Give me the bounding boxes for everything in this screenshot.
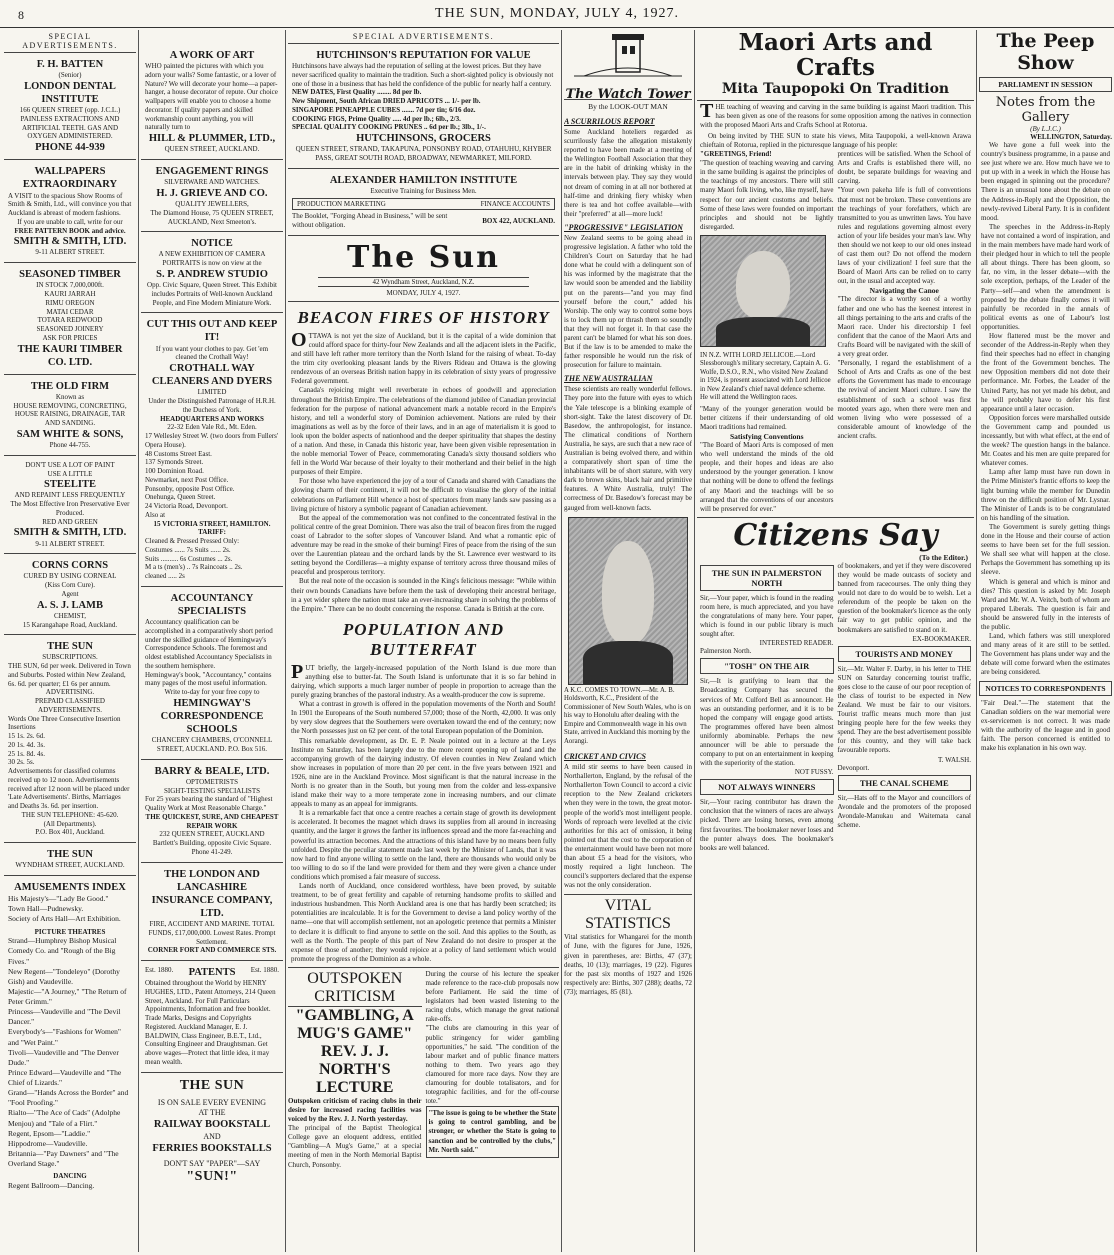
ad-text: LIMITED: [197, 388, 227, 397]
paragraph: A mild stir seems to have been caused in Northallerton, England, by the refusal of the Northallerton Town Council to accord a civic reception to the New Zealand cricketers when they were in the town, the great motor-people of the world's most intelligent people. Words of reproach were levelled at the civic authorities for this act of omission, it being pointed out that the cost to the corporation of the entertainment would have been not more than about £5 a head for the visitors, who mostly required a light luncheon. The council's supporters declared that the expense was not the only consideration.: [564, 763, 692, 890]
sun-logo: The Sun: [347, 239, 500, 275]
ad-footer: [292, 212, 555, 230]
letters-left: [700, 562, 834, 853]
item-heading: CRICKET AND CIVICS: [564, 752, 646, 762]
maori-article-columns: [697, 150, 974, 514]
paragraph: Lands north of Auckland, once considered worthless, have been proved, by suitable treatment, to be of great fertility and capable of returning handsome profits to skilled and industrious husbandmen. This North Auckland area is one that has hardly been scratched; its potentialities are incalculable. It is for the Government to devise a land policy worthy of the name—one that will accomplish settlement, not an apologetic pretence that permits a Minister to declare it is difficult to find anyone to settle on the soil. And this applies to the South, as well as the North. The people of this part of New Zealand do not desire to prosper at the expense of those of another; they would rejoice at a policy of land settlement which would promote the progress of the Dominion as a whole.: [291, 882, 556, 963]
column-rule: [138, 30, 139, 1252]
column-rule: [561, 30, 562, 1252]
item-heading: THE NEW AUSTRALIAN: [564, 374, 653, 384]
paragraph: We have gone a full week into the country's business programme, in a pause and see just where we are. How much have we to put up with in a week in which the House has been engaged in spinning out the procedure? There is an unusual tone about the debate on the Address-in-Reply and the Opposition, the newly-revived Liberal Party. It is in confident mood.: [981, 141, 1110, 222]
ad-address: CORNER FORT AND COMMERCE STS.: [147, 946, 277, 955]
ad-address: CHANCERY CHAMBERS, O'CONNELL STREET, AUCKLAND. P.O. Box 516.: [151, 736, 273, 753]
patents-header: [145, 966, 279, 979]
sun-nameplate: [288, 236, 559, 302]
ad-text: The Most Effective Iron Preservative Ever Produced.: [10, 500, 130, 517]
paragraph: On being invited by THE SUN to state his views, Mita Taupopoki, a well-known Arawa chieftain of Rotorua, replied in the picturesque language of his people:: [700, 131, 971, 149]
ad-corns: [4, 554, 136, 635]
ad-text: Advertisements for classified columns received up to 12 noon. Advertisements received after 12 noon will be placed under 'Late Advertisements'. Births, Marriages and Deaths 3s. 6d. per insertion.: [8, 767, 130, 811]
column-rule: [694, 30, 695, 1252]
letter-heading: THE SUN IN PALMERSTON NORTH: [700, 565, 834, 591]
paragraph: The principal of the Baptist Theological College gave an eloquent address, entitled "Gambling—A Mug's Game," at a special meeting of men in the North Memorial Baptist Church, Ponsonby.: [288, 1124, 422, 1169]
letter-signature: T. WALSH.: [938, 755, 971, 764]
paragraph: But the real note of the occasion is sounded in the King's felicitous message: "While within their own bounds Canadians have before them the task of developing their ancestral heritage, in a yet wider sphere the nation must take an ever-increasing share in solving the problems of the Empire." There can be no doubt concerning the response. Canada is British at the core.: [291, 577, 556, 613]
item-heading: Satisfying Conventions: [729, 432, 804, 442]
ad-notice-studio: [141, 232, 283, 313]
ad-text: (Kiss Corn Cure).: [45, 581, 95, 590]
ad-text: SIGHT-TESTING SPECIALISTS: [164, 786, 260, 795]
ad-text: If you want your clothes to pay. Get 'em cleaned the Crothall Way!: [155, 344, 269, 362]
ad-title: THE SUN: [47, 849, 93, 861]
paragraph: "Many of the younger generation would be better citizens if their understanding of old Maori traditions had remained.: [700, 404, 834, 431]
letter-signature: NOT FUSSY.: [794, 768, 834, 777]
paragraph: Opposition forces were marshalled outside the Government camp and pounded us incessantly, but with what effect, at the end of the week? The question hangs in the balance. Mr. Coates and his men are quite prepared for whatever comes.: [981, 413, 1110, 468]
watch-tower-title: The Watch Tower: [565, 87, 691, 102]
feature-headline: The Peep Show: [996, 30, 1095, 74]
portrait-suit: [583, 641, 673, 684]
ad-address: 166 QUEEN STREET (opp. J.C.L.): [19, 106, 121, 115]
editorial-beacon-body: [288, 328, 559, 614]
paragraph: This remarkable development, as Dr. E. P. Neale pointed out in a lecture at the Leys Institute on Saturday, has been largely due to the more recent opening up of land and the accompanying growth of the dairying industry. Of eleven counties in New Zealand which show increases in population of more than 20 per cent. in the five years between 1921 and 1926, nine are in the Auckland Province. Most significant is that the natural increase in the North is no greater than in the South, but young men from the colder and less-expansive island make their way to a more temperate zone in increasing numbers, and our climate appeals to many as an appeal for immigrants.: [291, 736, 556, 809]
ad-text: THE SUN, 6d per week. Delivered in Town and Suburbs. Posted within New Zealand, 6s. 6d. per quarter; £1 6s per annum.: [8, 662, 131, 688]
ad-title: F. H. BATTEN: [36, 59, 104, 70]
ad-text: QUALITY JEWELLERS,: [175, 200, 249, 208]
ad-firm: H. J. GRIEVE AND CO.: [156, 187, 268, 199]
letter-text: Sir,—Your racing contributor has drawn the conclusion that the winners of races are always picked. There are losing horses, even among first favourites. The bookmaker never loses and the punter always does. The bookmaker's books are well balanced.: [700, 798, 834, 852]
paragraph: For those who have experienced the joy of a tour of Canada and shared with Canadians the glowing charm of their continent, it will not be difficult to visualise the glory of the initial celebrations on Parliament Hill whence a host of spectators from many lands saw passing as a living picture of history a symbolic pageant of Canadian achievement.: [291, 477, 556, 513]
article-outspoken-left: [288, 970, 422, 1170]
ad-firm: HILL & PLUMMER, LTD.,: [148, 133, 276, 145]
article-subhead: "GAMBLING, A MUG'S GAME": [295, 1006, 414, 1042]
column-watch-tower: [564, 30, 692, 1252]
letter-text: Sir,—Your paper, which is found in the reading room here, is much appreciated, and you have the congratulations of many here. Your paper, which is found in our public library is much sought after.: [700, 593, 834, 639]
letter-heading: THE CANAL SCHEME: [838, 775, 972, 791]
paragraph: Lamp after lamp must have run down in the Prime Minister's frantic efforts to keep the light burning while the member for Dunedin threw on the difficult position of Mr. Lysnar. The Minister of Lands is to be congratulated on his handling of the situation.: [981, 468, 1110, 522]
watch-tower-banner: [564, 30, 692, 100]
portrait-photo: [700, 235, 826, 347]
letter-place: Devonport.: [837, 763, 870, 772]
portrait-face: [602, 541, 654, 644]
ad-text: SUBSCRIPTIONS.: [42, 653, 98, 662]
ad-text: (All Departments).: [43, 819, 97, 828]
paragraph: "The question of teaching weaving and carving in the same building is against the principles of the teachings of my ancestors. There will still many Maori folk living, who, like myself, have respect for our ancient customs and beliefs. Some of these laws were founded on important principles and should not be lightly disregarded.: [700, 159, 834, 231]
paragraph: It is a remarkable fact that once a centre reaches a certain stage of growth its development is accelerated. It becomes the magnet which draws its supplies from all around in increasing quantity, and the larger it grows the farther its influences spread and the more far-reaching and powerful its attraction becomes. And the attractions of this island have by no means been fully unfolded. Despite the peculiar statement made last week by the Minister of Lands, that it was now hard to find anyone willing to settle on the land, there are thousands who would only be too willing to do so if the land were provided for them and they were given a chance under conditions which promised a fair measure of success.: [291, 809, 556, 881]
ad-firm: CROTHALL WAY CLEANERS AND DYERS: [151, 363, 273, 388]
ad-firm: SAM WHITE & SONS,: [16, 428, 124, 440]
ad-text: Write to-day for your free copy to: [164, 688, 260, 696]
ad-title: AMUSEMENTS INDEX: [14, 882, 126, 893]
ad-sun-on-sale: [141, 1073, 283, 1191]
ad-address: QUEEN STREET, AUCKLAND.: [164, 145, 260, 154]
ad-title: ACCOUNTANCY SPECIALISTS: [170, 592, 254, 617]
editorial-headline: POPULATION AND BUTTERFAT: [342, 619, 505, 659]
ad-text: Agent: [61, 589, 79, 598]
ad-text: USE A LITTLE: [47, 469, 93, 478]
byline: (By L.J.C.): [1030, 125, 1061, 133]
letter-text: Sir,—Hats off to the Mayor and councillors of Avondale and the promoters of the proposed Avondale-Manukau and Waitemata canal scheme.: [837, 793, 971, 829]
letters-headline: Citizens Say: [733, 517, 938, 553]
ad-text: HEADQUARTERS AND WORKS: [160, 414, 264, 423]
ad-text: For 25 years bearing the standard of "Highest Quality Work at Most Reasonable Charge.": [145, 795, 273, 812]
ad-steelite: [4, 456, 136, 555]
ad-title: THE LONDON AND LANCASHIRE INSURANCE COMPANY, LTD.: [151, 868, 273, 919]
ad-text: Accountancy qualification can be accomplished in a comparatively short period under the skilled guidance of Hemingway's Correspondence Schools. The foremost and oldest established Accountancy Specialists in the southern hemisphere.: [145, 618, 273, 670]
paragraph: Which is general and which is minor and dies? This question is asked by Mr. Joseph Ward and Mr. W. A. Veitch, both of whom are prepared Liberals. The question is fair and should be answered fully in the interests of the public.: [981, 577, 1110, 631]
paragraph: "The clubs are clamouring in this year of public stringency for wider gambling opportunities," he said. "The condition of the labour market and of public finance matters nothing to them. Two years ago they clamoured for more race days. Now they are clamouring for double totalisators, and for totegraphic facilities, and for the off-course tote.": [425, 1024, 559, 1106]
ad-title: THE SUN: [47, 641, 93, 653]
column-ads-second: [141, 30, 283, 1252]
paragraph: What a contrast in growth is offered in the population movements of the North and South! In 1901 the Europeans of the South numbered 57,000; those of the North, 42,000. It was only by very slow degrees that the Southerners were overtaken toward the end of the century; now the North possesses just on 62 per cent. of the total European population of the Dominion.: [291, 700, 556, 736]
ad-dental: [4, 53, 136, 160]
paragraph: PUT briefly, the largely-increased population of the North Island is due more than anything else to butter-fat. The South Island is unfortunate that it is so far behind in dairying, which supports a much larger number of people in proportion to acreage than the purely grazing branches of the pastoral industry. As a wealth-producer the cow is supreme.: [291, 660, 556, 700]
ad-alexander-hamilton: [288, 169, 559, 236]
masthead: [0, 0, 1114, 28]
ad-work-of-art: [141, 44, 283, 160]
ad-wallpapers: [4, 160, 136, 263]
ad-title: A WORK OF ART: [169, 50, 255, 61]
paragraph: "GREETINGS, Friend!: [700, 150, 772, 159]
section-header: SPECIAL ADVERTISEMENTS.: [288, 30, 559, 44]
ad-text: SILVERWARE AND WATCHES.: [164, 178, 260, 187]
ad-phone: THE SUN TELEPHONE: 45-620.: [21, 810, 119, 819]
ad-branches: 17 Wellesley Street W. (two doors from Fullers' Opera House). 48 Customs Street East. 137 Symonds Street. 100 Dominion Road. Newmarket, next Post Office. Ponsonby, opposite Post Office. Onehunga, Queen Street. 24 Victoria Road, Devonport. Also at: [145, 432, 279, 519]
ad-text: IN STOCK 7,000,000ft.: [36, 281, 104, 290]
ad-text: Est. 1880.: [145, 966, 174, 974]
ad-text: The Booklet, "Forging Ahead in Business," will be sent without obligation.: [292, 212, 448, 230]
paragraph: Vital statistics for Whangarei for the month of June, with the figures for June, 1926, given in parentheses, are: Births, 47 (37); deaths, 10 (13); marriages, 19 (22). Figures for the past six months of 1927 and 1926 respectively are: Births, 307 (288); deaths, 72 (73); marriages, 85 (81).: [564, 933, 692, 996]
letter-signature: INTERESTED READER.: [759, 639, 834, 648]
ad-patents: [141, 961, 283, 1073]
feature-subheadline: Mita Taupopoki On Tradition: [697, 81, 974, 101]
article-headline: VITAL STATISTICS: [564, 894, 692, 933]
letter-text: of bookmakers, and yet if they were discovered they would be made outcasts of society and banned from racecourses. The only thing they would not dare to do would be to welsh. Let a referendum of the people be taken on the question of the bookmaker's licence as the only fair way to get public opinion, and the bookmakers are satisfied to stand on it.: [837, 561, 971, 634]
ad-text: Est. 1880.: [250, 966, 279, 974]
ad-firm: LONDON DENTAL INSTITUTE: [24, 80, 116, 105]
ad-title: BARRY & BEALE, LTD.: [154, 765, 270, 777]
ad-text: OPTOMETRISTS: [186, 777, 238, 786]
paragraph: "Fair Deal."—The statement that the Canadian soldiers on the war memorial were ex-servicemen is not correct. It was made with the authority of the league and in good faith. The person concerned is entitled to make his explanation in his own way.: [981, 698, 1110, 752]
ad-text: "SUN!": [186, 1168, 238, 1184]
sun-address: 42 Wyndham Street, Auckland, N.Z.: [318, 277, 529, 287]
ad-text: Known as: [55, 392, 85, 401]
ad-address: 15 Karangahape Road, Auckland.: [22, 620, 118, 629]
paragraph: prentices will be satisfied. When the School of Arts and Crafts is established there will, no doubt, be separate buildings for weaving and carving. "Your own pakeha life is full of conventions that must not be broken. These conventions are the teachings of your forefathers, which are transmitted to you as unwritten laws. You have rules and regulations governing almost every action of your life besides your man's law. Why then should we not keep to our old ones instead of cast them out? Do not offend the modern laws of your civilization! I feel sure that the Board of Maori Arts can be relied on to carry out, in the usual and accepted way.: [837, 150, 971, 286]
portrait-face: [736, 251, 791, 319]
ad-title: ENGAGEMENT RINGS: [155, 166, 269, 177]
feature-headline: Maori Arts and Crafts: [738, 30, 933, 82]
ad-hutchinsons: [288, 44, 559, 169]
ad-text: SEASONED JOINERY: [36, 325, 104, 333]
portrait-photo: [568, 517, 688, 685]
article-outspoken-right: [426, 970, 560, 1170]
ad-text: WHO painted the pictures with which you adorn your walls? Some fantastic, or a lover of Nature? We will decorate your home—a paper-hanger, a house decorator of repute. Our choice wallpapers will enable you to choose a home decorator. If quality papers and skilled workmanship count anything, you will naturally turn to: [145, 62, 278, 132]
paragraph: "The Board of Maori Arts is composed of men who well understand the minds of the old people, and their hopes and ideas are also understood by the younger generation. I know that nothing will be done to offend the feelings of any Maori and the teachings will be so arranged that the conventions of our ancestors will be preserved for ever.": [700, 441, 834, 513]
ad-text: HOUSE REMOVING, CONCRETING, HOUSE RAISING, DRAINAGE, TAR AND SANDING.: [13, 401, 127, 428]
ad-address: QUEEN STREET, STRAND, TAKAPUNA, PONSONBY ROAD, OTAHUHU, KHYBER PASS, GREAT SOUTH ROAD, BROADWAY, NEWMARKET, MILFORD.: [295, 145, 552, 162]
ad-address: Opp. Civic Square, Queen Street. This Exhibit includes Portraits of Well-known Auckland People, and Fine Modern Miniature Work.: [147, 281, 277, 307]
ad-text: TARIFF:: [198, 528, 226, 537]
ad-text: FREE PATTERN BOOK and advice.: [14, 226, 126, 235]
maori-left: [700, 150, 834, 514]
ad-title: NOTICE: [191, 238, 233, 250]
ad-firm: SMITH & SMITH, LTD.: [13, 236, 127, 248]
column-ads-left: [4, 30, 136, 1252]
column-editorial: [288, 30, 559, 1252]
ad-firm: HEMINGWAY'S CORRESPONDENCE SCHOOLS: [160, 697, 264, 735]
article-headline: OUTSPOKEN CRITICISM: [288, 970, 422, 1007]
paragraph: But the appeal of the commemoration was not confined to the concentrated festival in the political centre of the great Dominion. There was also the trail of beacon fires from the rugged coast of Labrador to the softer slopes of Vancouver Island. And what a romantic epic of adventure may be read in the smoke of their burning! Fires of peace from the rising of the sun over the Laurentian plateau and the orchard lands by the St. Lawrence ever westward to its setting beyond the Cordilleras—a mighty expanse of territory across three thousand miles of peaceful and prosperous territory.: [291, 513, 556, 577]
column-peep-show: [979, 30, 1112, 1252]
ad-text: If you are unable to call, write for our: [17, 217, 123, 226]
ad-text: FIRE, ACCIDENT AND MARINE. TOTAL FUNDS, £17,000,000. Lowest Rates. Prompt Settlement.: [148, 920, 276, 946]
ad-timber: [4, 263, 136, 375]
ad-text: A VISIT to the spacious Show Rooms of Smith & Smith, Ltd., will convince you that Auckland is abreast of modern fashions.: [8, 191, 132, 217]
ad-firm: S. P. ANDREW STUDIO: [156, 268, 268, 280]
ad-crothall: [141, 313, 283, 587]
ad-old-firm: [4, 375, 136, 456]
paragraph: Land, which fathers was still unexplored and many areas of it are still to be settled. The Government has plans under way and the debate will come forward when the estimates are being considered.: [981, 632, 1110, 677]
ad-accountancy: [141, 587, 283, 760]
letter-heading: TOURISTS AND MONEY: [838, 646, 972, 662]
paragraph: THE teaching of weaving and carving in the same building is against Maori tradition. This has been given as one of the reasons for some opposition among the natives in connection with the proposed Maori Arts and Crafts School at Rotorua.: [700, 99, 971, 129]
ad-text: Executive Training for Business Men.: [370, 186, 477, 195]
section-box: PARLIAMENT IN SESSION: [979, 77, 1112, 92]
ad-tariff: Cleaned & Pressed Pressed Only: Costumes ...... 7s Suits ...... 2s. Suits .......... 6s Costumes ... 2s. M a ts (men's) .. 7s Raincoats .. 2s. cleaned ..... 2s: [145, 537, 243, 580]
ad-text: A NEW EXHIBITION OF CAMERA PORTRAITS is now on view at the: [158, 250, 266, 268]
ad-text: ASK FOR PRICES: [42, 333, 98, 342]
portrait-suit: [716, 317, 810, 346]
ad-title: PATENTS: [188, 967, 236, 978]
ad-sun-subscriptions: [4, 635, 136, 843]
item-heading: "PROGRESSIVE" LEGISLATION: [564, 222, 683, 232]
ad-topics: [292, 198, 555, 211]
ad-text: PRODUCTION MARKETING: [297, 199, 386, 208]
letter-text: Sir,—Mr. Walter F. Darby, in his letter to THE SUN on Saturday concerning tourist traffic, goes close to the cause of our poor reception of the class of tourist to be expected in New Zealand. We must be fair to our visitors. Tourist traffic means much more than just bringing people here for the few weeks they spend. They are the best advertisement possible for this country, and they will take back favourable reports.: [837, 664, 971, 755]
ad-title: CORNS CORNS: [31, 560, 109, 572]
tower-icon: [564, 30, 692, 82]
ad-text: ADVERTISING.: [45, 688, 95, 697]
ad-text: AND REPAINT LESS FREQUENTLY: [14, 491, 126, 500]
ad-phone: PHONE 44-939: [35, 142, 105, 154]
ad-london-lancashire: [141, 863, 283, 962]
dancing-list: Regent Ballroom—Dancing.: [8, 1180, 95, 1190]
column-rule: [285, 30, 286, 1252]
ad-text: AT THE: [198, 1108, 226, 1118]
ad-text: RAILWAY BOOKSTALL: [153, 1119, 271, 1131]
byline: By the LOOK-OUT MAN: [588, 102, 668, 111]
maori-right: [838, 150, 972, 514]
ad-address: 22-32 Eden Vale Rd., Mt. Eden.: [167, 423, 257, 432]
ad-firm: SMITH & SMITH, LTD.: [13, 527, 127, 539]
amusements-list: His Majesty's—"Lady Be Good." Town Hall—Pudnewsky. Society of Arts Hall—Art Exhibition.: [8, 894, 121, 924]
ad-text: (Senior): [58, 71, 82, 80]
paragraph: During the course of his lecture the speaker made reference to the race-club proposals now before Parliament. He said the time of legislators had been wasted listening to the racing clubs, which manage the great national rake-offs.: [425, 969, 559, 1024]
ad-phone: Phone 41-249.: [191, 847, 233, 856]
paragraph: Some Auckland hoteliers regarded as scurrilously false the allegation mistakenly reported to have been made at a meeting of the Wellington Football Association that they are in the habit of drinking whisky in the intervals between play. They say they would not dream of coming in at all nor bothered at half-time and drinking fiery whisky when there is tea and hot coffee available—with their "preferred" at all—more luck!: [564, 128, 692, 218]
ad-title: WALLPAPERS EXTRAORDINARY: [22, 166, 118, 191]
article-subhead: REV. J. J. NORTH'S LECTURE: [316, 1042, 394, 1096]
letter-text: Sir,—It is gratifying to learn that the Broadcasting Company has secured the services of Mr. Culford Bell as announcer. He was an outstanding performer, and it is to be hoped the company will engage good artists. The programmes offered have been almost uniformly abominable. Perhaps the new announcer will be able to persuade the company to put on an entertainment in keeping with the superiority of the station.: [700, 677, 834, 768]
letter-heading: "TOSH" ON THE AIR: [700, 658, 834, 674]
ad-firm: THE KAURI TIMBER CO. LTD.: [17, 343, 123, 368]
paragraph: How flattered must be the mover and seconder of the Address-in-Reply when they find their speeches had no effect in changing the front of the Government benches. The new Opposition members did not dote their performance. Mr. Forbes, the Leader of the United Party, has not yet made his debut, and he will probably have to defer his first appearance until a later occasion.: [981, 331, 1110, 413]
ad-text: Under the Distinguished Patronage of H.R.H. the Duchess of York.: [148, 397, 276, 414]
item-heading: Navigating the Canoe: [869, 286, 939, 296]
ad-engagement-rings: [141, 160, 283, 232]
ad-text: Obtained throughout the World by HENRY HUGHES, LTD., Patent Attorneys, 214 Queen Street, Auckland. For Full Particulars Appointments, Information and free booklet. Trade Marks, Designs and Copyrights Registered. Auckland Manager, E. J. BALDWIN, Class Engineer, B.E.T., Ltd., Consulting Engineer and Draughtsman. Get above wages—Protect that little idea, it may mean wealth.: [145, 979, 276, 1066]
ad-text: DON'T USE A LOT OF PAINT: [25, 460, 115, 469]
ad-barry-beale: [141, 760, 283, 863]
article-outspoken: [288, 967, 559, 1170]
letter-signature: EX-BOOKMAKER.: [912, 634, 971, 643]
ad-phone: Phone 44-755.: [49, 441, 91, 449]
ad-text: AND: [203, 1131, 221, 1141]
page-number: 8: [18, 8, 24, 22]
dateline: WELLINGTON, Saturday.: [1030, 133, 1112, 141]
ad-text: DON'T SAY "PAPER"—SAY: [163, 1158, 261, 1168]
ad-address: 9-11 ALBERT STREET.: [35, 248, 105, 257]
ad-text: IS ON SALE EVERY EVENING: [157, 1098, 267, 1108]
photo-caption: IN N.Z. WITH LORD JELLICOE.—Lord Slessborough's military secretary, Captain A. G. Wolfe, D.S.O., R.N., who visited New Zealand in 1924, is present associated with Lord Jellicoe in New Zealand's chief naval defence scheme. He will attend the Wellington races.: [700, 351, 831, 402]
ad-text: PAINLESS EXTRACTIONS AND ARTIFICIAL TEETH. GAS AND OXYGEN ADMINISTERED.: [20, 114, 120, 141]
item-heading: A SCURRILOUS REPORT: [564, 117, 655, 126]
letter-heading: NOT ALWAYS WINNERS: [700, 779, 834, 795]
ad-address: 9-11 ALBERT STREET.: [35, 539, 105, 548]
ad-subtitle: DANCING: [53, 1172, 87, 1181]
paragraph: "Personally, I regard the establishment of a School of Arts and Crafts as one of the best efforts the Government has made to encourage the revival of ancient Maori culture. I saw the establishment of such a school was first mooted years ago, when there were men and women living who were possessed of a considerable amount of knowledge of the ancient crafts.: [837, 359, 971, 440]
ad-subtitle: PICTURE THEATRES: [34, 927, 106, 936]
ad-address: Bartlett's Building, opposite Civic Square.: [152, 839, 272, 847]
amusements-index: [4, 876, 136, 1196]
paragraph: New Zealand seems to be going ahead in progressive legislation. A father who told the Children's Court on Saturday that he had done what he could with a delinquent son of his was informed by the magistrate that the law would soon be amended and the liability put on the parents—"and you may find yourself before the court," added his Worship. The only way to control some boys is to lock them up or thrash them so soundly that they will not forget it. In that case the parent can't be blamed for what his son does. But if the law is to be amended to make the father responsible he would run the risk of prosecution for failure to maintain.: [564, 233, 692, 370]
paragraph: OTTAWA is not yet the size of Auckland, but it is the capital of a wide dominion that could afford space for thirty-four New Zealands and all the adjacent islets in the Pacific, and still have left rather more territory than the North Island for the raising of wheat. To-day the trim city overlooking pleasant lands by the Rivers Rideau and Ottawa is the glowing rendezvous of an overseas British nation happy in its celebration of sixty years of progressive Federal government.: [291, 328, 556, 386]
ad-text: CURED BY USING CORNEAL: [23, 572, 117, 581]
ad-text: KAURI JARRAH RIMU OREGON MATAI CEDAR TOTARA REDWOOD: [37, 290, 103, 325]
ad-text: RED AND GREEN: [42, 517, 98, 526]
column-features: [697, 30, 974, 1252]
paragraph: Outspoken criticism of racing clubs in their desire for increased racing facilities was voiced by the Rev. J. J. North yesterday.: [288, 1096, 422, 1124]
letters-subheadline: (To the Editor.): [919, 552, 968, 562]
ad-address: BOX 422, AUCKLAND.: [482, 216, 555, 225]
paragraph: These scientists are really wonderful fellows. They pore into the future with eyes to which the Yale telescope is a blinking example of short-sight. Take the latest discovery of Dr. Basedow, the anthropologist, for instance. The climatical conditions of Northern Australia, he says, are such that a new race of Australian is being evolved there, and within a comparatively short span of time the inhabitants will be of short stature, with very dark to brown skins, black hair and primitive features. A White Australia, truly! The correctness of Dr. Basedow's forecast may be gauged from well-known facts.: [564, 385, 692, 512]
ad-sun-address: [4, 843, 136, 876]
letter-place: Palmerston North.: [700, 647, 752, 656]
ad-rates: Words One Three Consecutive Insertion Insertions 15 1s. 2s. 6d. 20 1s. 4d. 3s. 25 1s. 8d. 4s. 30 2s. 5s.: [8, 714, 121, 767]
letters-columns: [697, 562, 974, 853]
citizens-say-banner: [697, 517, 974, 562]
editorial-headline: BEACON FIRES OF HISTORY: [297, 307, 550, 327]
ad-text: FINANCE ACCOUNTS: [480, 199, 550, 208]
sun-date: MONDAY, JULY 4, 1927.: [386, 288, 461, 297]
ad-text: Hemingway's book, "Accountancy," contains many pages of the most useful information.: [145, 670, 272, 688]
picture-theatres-list: Strand—Humphrey Bishop Musical Comedy Co. and "Rough of the Big Fives." New Regent—"Tondeleyo" (Dorothy Gish) and Vaudeville. Majestic—"A Journey," "The Return of Peter Grimm." Princess—Vaudeville and "The Devil Dancer." Everybody's—"Fashions for Women" and "Wet Paint." Tivoli—Vaudeville and "The Denver Dude." Prince Edward—Vaudeville and "The Chief of Lizards." Grand—"Hands Across the Border" and "Fool Proofing." Rialto—"The Ace of Cads" (Adolphe Menjou) and "Tale of a Flirt." Regent, Epsom—"Laddie." Hippodrome—Vaudeville. Britannia—"Pay Dawners" and "The Overland Stage.": [8, 936, 129, 1168]
section-header: SPECIAL ADVERTISEMENTS.: [4, 30, 136, 53]
ad-title: CUT THIS OUT AND KEEP IT!: [146, 319, 278, 344]
pull-quote: "The issue is going to be whether the State is going to control gambling, and be stronger, or whether the State is going to sanction and be controlled by the clubs," Mr. North said.": [426, 1106, 560, 1157]
column-rule: [976, 30, 977, 1252]
ad-title: THE SUN: [179, 1077, 245, 1093]
ad-text: THE QUICKEST, SURE, AND CHEAPEST REPAIR WORK: [145, 812, 279, 830]
feature-subheadline: Notes from the Gallery: [995, 95, 1096, 125]
ad-address: 15 VICTORIA STREET, HAMILTON.: [153, 519, 271, 528]
ad-address: WYNDHAM STREET, AUCKLAND.: [15, 861, 125, 870]
newspaper-dateline: THE SUN, MONDAY, JULY 4, 1927.: [435, 6, 679, 21]
section-box: NOTICES TO CORRESPONDENTS: [979, 681, 1112, 696]
ad-text: FERRIES BOOKSTALLS: [152, 1142, 272, 1154]
ad-title: THE OLD FIRM: [30, 380, 110, 392]
ad-price-list: NEW DATES, First Quality ........ 8d per lb. New Shipment, South African DRIED APRICOTS ... 1/- per lb. SINGAPORE PINEAPPLE CUBES ....... 7d per tin; 6/16 doz. COOKING FIGS, Prime Quality ..... 4d per lb.; 6lb., 2/3. SPECIAL QUALITY COOKING PRUNES .. 6d per lb.; 3lb., 1/-.: [292, 88, 486, 132]
paragraph: The Government is surely getting things done in the House and their course of action seems to have been set for the full session. We shall see what will happen at the close. Perhaps the Government has something up its sleeve.: [981, 522, 1110, 577]
ad-title: HUTCHINSON'S REPUTATION FOR VALUE: [316, 50, 531, 61]
ad-address: P.O. Box 401, Auckland.: [35, 828, 105, 837]
photo-caption: A K.C. COMES TO TOWN.—Mr. A. B. Holdsworth, K.C., President of the Commissioner of New South Wales, who is on his way to Honolulu after dealing with the Empire and Commonwealth wage in his own State, arrived in Auckland this morning by the Aorangi.: [564, 686, 691, 745]
paragraph: Canada's rejoicing might well reverberate in echoes of goodwill and appreciation throughout the British Empire. The celebrations of the diamond jubilee of Canadian provincial federation for the purpose of national advancement mark a notable record in the Empire's history, and tell a wonderful story of Dominion achievement. Nations are ruled by their imaginations as well as by the force of their laws, and in an age of materialism it is good to look upon the bolder aspects of nationhood and the deeper spirituality that shapes the destiny of a nation. And these, in Canada this historic year, have been given visible representation in the noble memorial Tower of Peace, commemorating Canada's sixty thousand soldiers who fell in the World War because of their loyalty to their motherland and their belief in the high purposes of their Empire.: [291, 386, 556, 477]
ad-text: PREPAID CLASSIFIED ADVERTISEMENTS.: [35, 697, 105, 714]
ad-firm: HUTCHINSONS, GROCERS: [356, 133, 491, 145]
editorial-butterfat-body: [288, 660, 559, 964]
ad-firm: A. S. J. LAMB: [37, 599, 103, 611]
ad-brand: STEELITE: [44, 479, 96, 491]
ad-text: CHEMIST,: [54, 611, 86, 620]
paragraph: "The director is a worthy son of a worthy father and one who has the keenest interest in all things pertaining to the arts and crafts of the Maori race. Under his directorship I feel confident that the canoe of the Maori Arts and Crafts Board will be navigated with the skill of a very great order.: [837, 295, 971, 359]
ad-title: ALEXANDER HAMILTON INSTITUTE: [329, 174, 518, 186]
ad-text: Hutchinsons have always had the reputation of selling at the lowest prices. But they have never sacrificed quality to maintain the tradition. Such a short-sighted policy is obviously not one of those in a business that has held the confidence of the public for nearly half a century.: [292, 62, 554, 88]
ad-address: 232 QUEEN STREET, AUCKLAND: [159, 830, 265, 839]
ad-title: SEASONED TIMBER: [19, 269, 121, 281]
ad-address: The Diamond House, 75 QUEEN STREET, AUCKLAND, Next Smeeton's.: [150, 208, 274, 226]
letters-right: [838, 562, 972, 853]
paragraph: The speeches in the Address-in-Reply have not contained a word of inspiration, and in the main members have made hard work of their pledged hour in which to tell the people all about things. There has been gloom, so far, no vim, in the lesser debate—with the sole exception, perhaps, of the Leader of the Party—self—and when the amendment is proposed by the debate finally comes it will painfully be recorded in the annals of political events as one of Labour's lost opportunities.: [981, 222, 1110, 331]
